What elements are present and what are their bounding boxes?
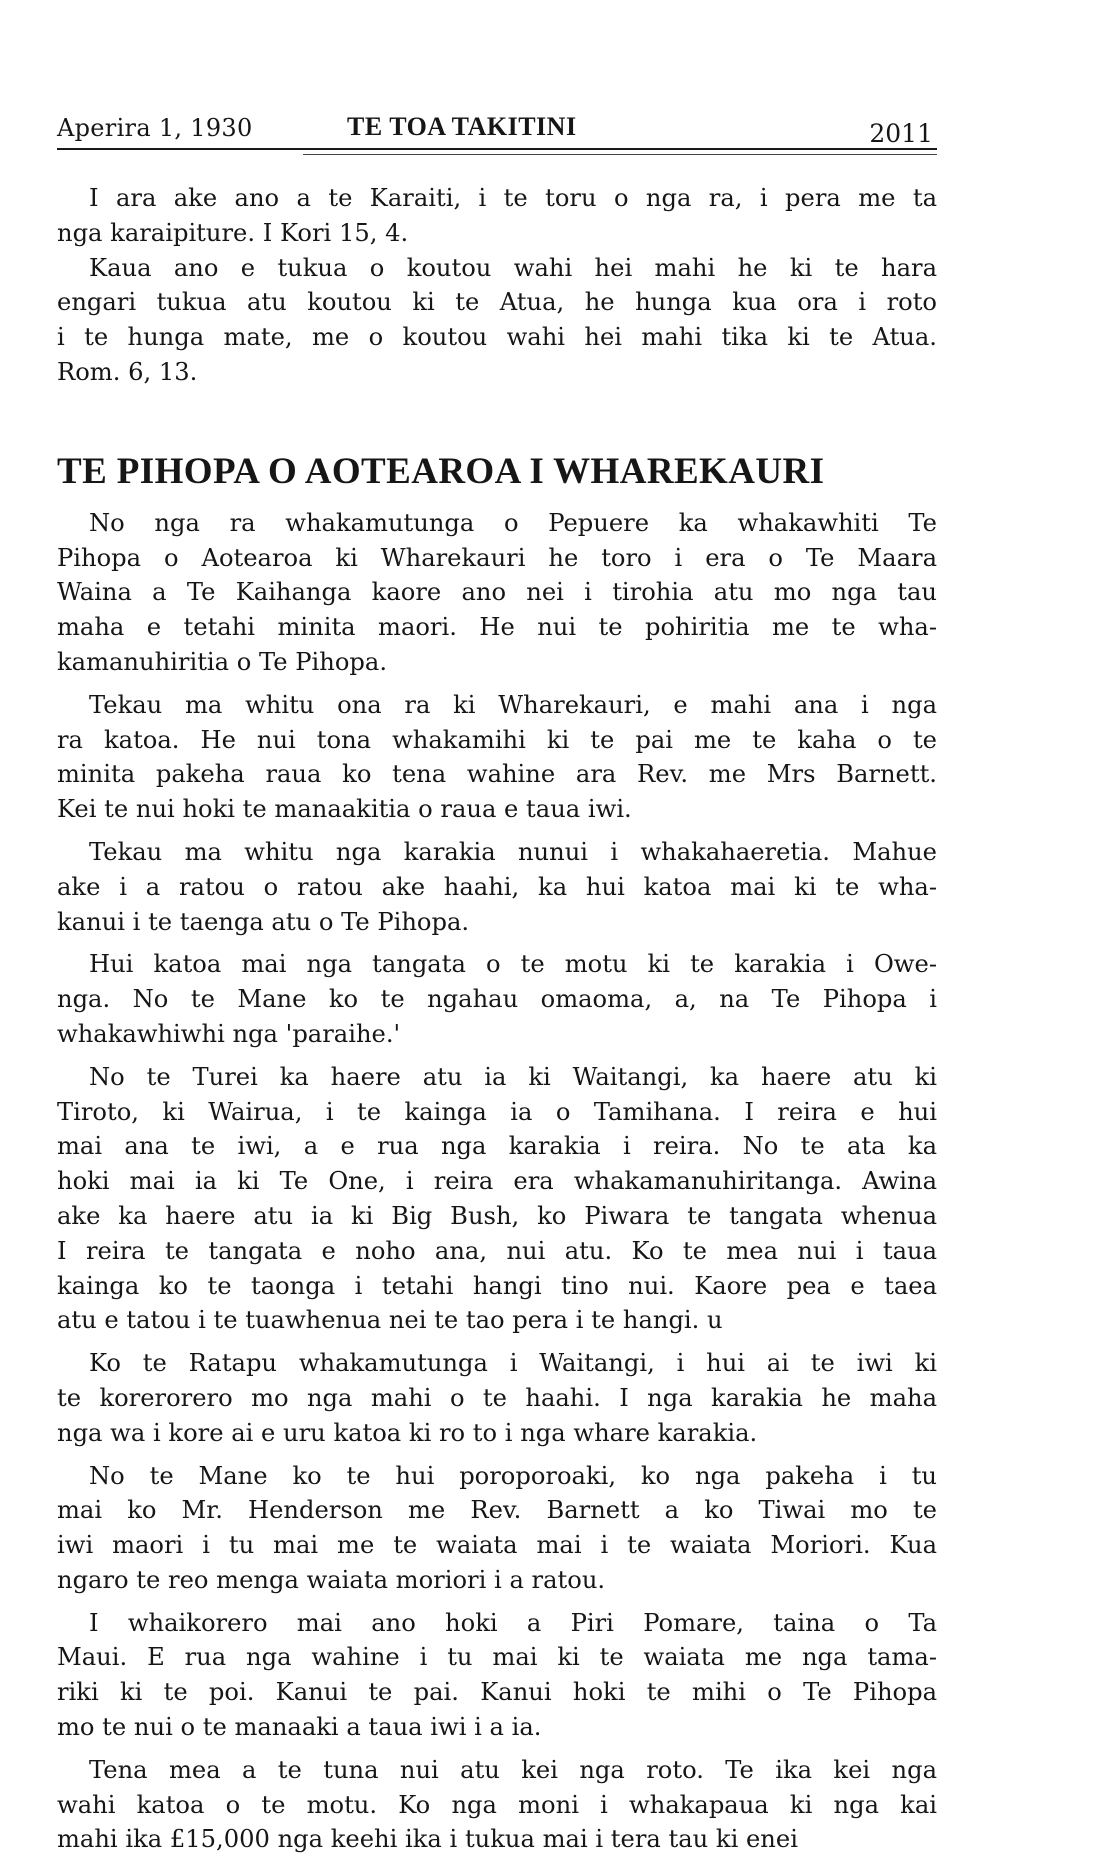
text-line: te korerorero mo nga mahi o te haahi. I nga karakia he maha [57, 1383, 937, 1412]
article-paragraph [57, 506, 937, 680]
text-line: mo te nui o te manaaki a taua iwi i a ia. [57, 1713, 542, 1742]
text-line: kanui i te taenga atu o Te Pihopa. [57, 907, 470, 936]
text-line: ra katoa. He nui tona whakamihi ki te pai me te kaha o te [57, 725, 937, 754]
text-line: I ara ake ano a te Karaiti, i te toru o nga ra, i pera me ta [89, 184, 937, 212]
text-line: ake i a ratou o ratou ake haahi, ka hui katoa mai ki te wha- [57, 872, 937, 901]
text-line: mahi ika £15,000 nga keehi ika i tukua mai i tera tau ki enei [57, 1825, 798, 1854]
article-paragraph [57, 1753, 937, 1857]
article-paragraph [57, 1060, 937, 1338]
text-line: whakawhiwhi nga 'paraihe.' [57, 1019, 401, 1048]
scripture-paragraph [57, 251, 937, 390]
text-line: Pihopa o Aotearoa ki Wharekauri he toro i era o Te Maara [57, 543, 937, 572]
issue-date: Aperira 1, 1930 [57, 114, 253, 142]
text-line: maha e tetahi minita maori. He nui te pohiritia me te wha- [57, 613, 937, 642]
text-line: Maui. E rua nga wahine i tu mai ki te waiata me nga tama- [57, 1643, 937, 1672]
text-line: mai ana te iwi, a e rua nga karakia i reira. No te ata ka [57, 1132, 937, 1161]
scripture-quotes [57, 181, 937, 390]
text-line: Tekau ma whitu nga karakia nunui i whakahaeretia. Mahue [89, 837, 937, 866]
text-line: Kei te nui hoki te manaakitia o raua e taua iwi. [57, 795, 632, 824]
scripture-paragraph [57, 181, 937, 251]
text-line: Hui katoa mai nga tangata o te motu ki te karakia i Owe- [89, 950, 937, 979]
text-line: No te Turei ka haere atu ia ki Waitangi, ka haere atu ki [89, 1062, 937, 1091]
text-line: Rom. 6, 13. [57, 357, 198, 386]
text-line: iwi maori i tu mai me te waiata mai i te waiata Moriori. Kua [57, 1531, 937, 1560]
text-line: kainga ko te taonga i tetahi hangi tino nui. Kaore pea e taea [57, 1271, 937, 1300]
text-line: riki ki te poi. Kanui te pai. Kanui hoki te mihi o Te Pihopa [57, 1678, 937, 1707]
document-page [57, 108, 937, 1865]
text-line: hoki mai ia ki Te One, i reira era whakamanuhiritanga. Awina [57, 1167, 937, 1196]
text-line: Tena mea a te tuna nui atu kei nga roto. Te ika kei nga [89, 1755, 937, 1784]
page-number: 2011 [869, 119, 933, 148]
text-line: Waina a Te Kaihanga kaore ano nei i tirohia atu mo nga tau [57, 578, 937, 607]
article-paragraph [57, 1459, 937, 1598]
text-line: Kaua ano e tukua o koutou wahi hei mahi he ki te hara [89, 253, 937, 282]
text-line: I reira te tangata e noho ana, nui atu. Ko te mea nui i taua [57, 1236, 937, 1265]
text-line: Ko te Ratapu whakamutunga i Waitangi, i hui ai te iwi ki [89, 1349, 937, 1378]
article-paragraph [57, 1346, 937, 1450]
text-line: nga. No te Mane ko te ngahau omaoma, a, na Te Pihopa i [57, 985, 937, 1014]
text-line: No te Mane ko te hui poroporoaki, ko nga pakeha i tu [89, 1461, 937, 1490]
text-line: minita pakeha raua ko tena wahine ara Rev. me Mrs Barnett. [57, 760, 937, 789]
text-line: Tiroto, ki Wairua, i te kainga ia o Tamihana. I reira e hui [57, 1097, 937, 1126]
article-paragraph [57, 947, 937, 1051]
header-rule [303, 154, 937, 155]
text-line: i te hunga mate, me o koutou wahi hei mahi tika ki te Atua. [57, 323, 937, 352]
text-line: No nga ra whakamutunga o Pepuere ka whakawhiti Te [89, 508, 937, 537]
article-title: TE PIHOPA O AOTEAROA I WHAREKAURI [57, 450, 825, 492]
article-paragraph [57, 688, 937, 827]
text-line: kamanuhiritia o Te Pihopa. [57, 647, 388, 676]
text-line: Tekau ma whitu ona ra ki Wharekauri, e mahi ana i nga [89, 690, 937, 719]
text-line: nga wa i kore ai e uru katoa ki ro to i nga whare karakia. [57, 1418, 758, 1447]
article-body [57, 506, 937, 1857]
text-line: ngaro te reo menga waiata moriori i a ratou. [57, 1565, 606, 1594]
text-line: wahi katoa o te motu. Ko nga moni i whakapaua ki nga kai [57, 1790, 937, 1819]
publication-title: TE TOA TAKITINI [347, 112, 577, 141]
text-line: ake ka haere atu ia ki Big Bush, ko Piwara te tangata whenua [57, 1201, 937, 1230]
text-line: I whaikorero mai ano hoki a Piri Pomare, taina o Ta [89, 1608, 937, 1637]
text-line: atu e tatou i te tuawhenua nei te tao pera i te hangi. u [57, 1306, 723, 1335]
text-line: engari tukua atu koutou ki te Atua, he hunga kua ora i roto [57, 288, 937, 317]
article-paragraph [57, 835, 937, 939]
text-line: mai ko Mr. Henderson me Rev. Barnett a ko Tiwai mo te [57, 1496, 937, 1525]
page-header [57, 108, 937, 150]
article-paragraph [57, 1606, 937, 1745]
text-line: nga karaipiture. I Kori 15, 4. [57, 218, 409, 247]
